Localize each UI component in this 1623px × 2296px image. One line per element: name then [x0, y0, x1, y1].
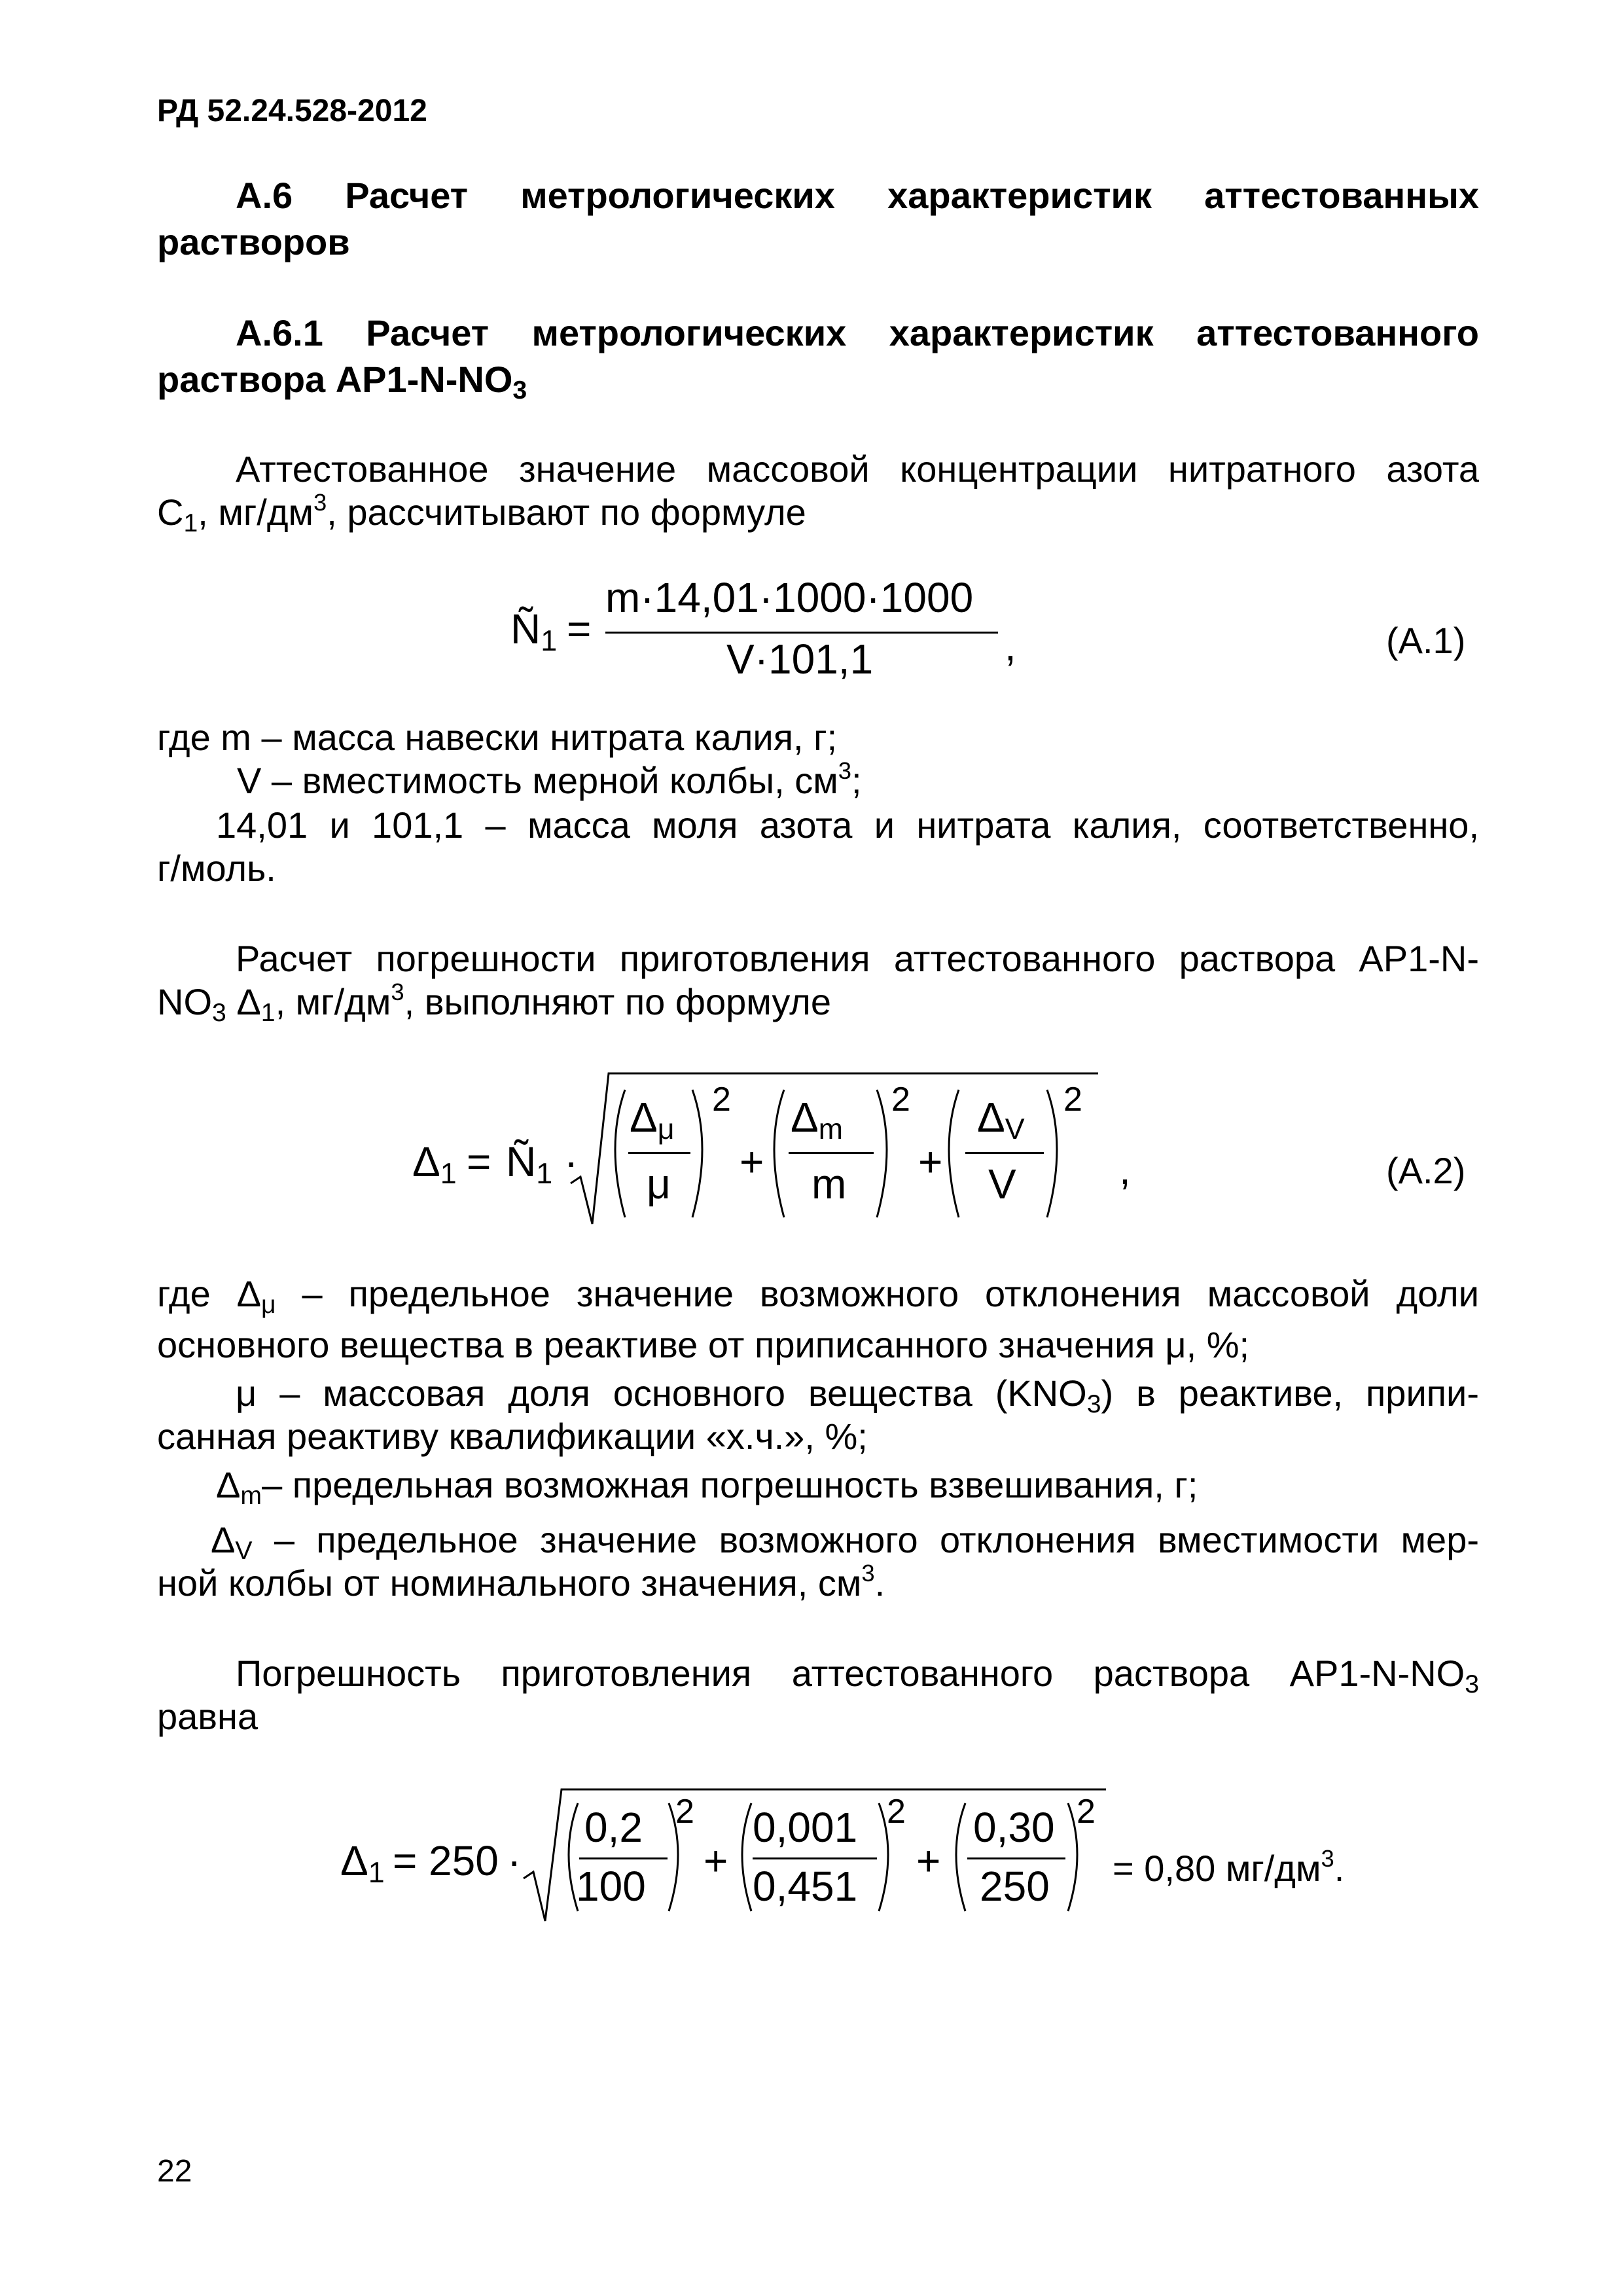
where-delta-mu-line1: где $\Delta_\mu$ – предельное значение возможного отклонения массовой доли	[157, 1273, 1479, 1319]
where-v-line: V – вместимость мерной колбы, $см^3$;	[237, 757, 862, 801]
formula-a1-label: (А.1)	[1386, 620, 1466, 661]
paragraph-intro-line1: Аттестованное значение массовой концентрации нитратного азота	[236, 448, 1479, 490]
formula-result-term1-bar	[579, 1857, 668, 1859]
formula-a2-comma: ,	[1119, 1146, 1131, 1193]
formula-a2-term3-numerator: $\Delta_V$	[977, 1094, 1025, 1146]
where-m-line: где m – масса навески нитрата калия, г;	[157, 717, 838, 758]
formula-result-term1-power: 2	[675, 1793, 694, 1831]
paragraph-intro-line2: $С_1$, $мг/дм^3$, рассчитывают по формуле	[157, 489, 806, 537]
formula-a2-term2-power: 2	[891, 1081, 910, 1119]
where-mole-line1: 14,01 и 101,1 – масса моля азота и нитрата калия, соответственно,	[216, 804, 1479, 846]
formula-a2-term2-numerator: $\Delta_m$	[791, 1094, 844, 1146]
formula-result-term2-power: 2	[887, 1793, 906, 1831]
formula-result-plus2: +	[916, 1837, 941, 1884]
where-mu-line2: санная реактиву квалификации «х.ч.», %;	[157, 1416, 868, 1457]
document-code: РД 52.24.528-2012	[157, 94, 427, 128]
formula-result-plus1: +	[704, 1837, 728, 1884]
formula-a1-comma: ,	[1005, 622, 1016, 670]
formula-a1-numerator: m·14,01·1000·1000	[605, 574, 974, 621]
formula-a1-denominator: V·101,1	[726, 636, 874, 683]
where-delta-v-line2: ной колбы от номинального значения, $см^3$.	[157, 1560, 885, 1604]
formula-result-coefficient: 250	[429, 1837, 499, 1884]
formula-result-term2-denominator: 0,451	[753, 1863, 858, 1910]
formula-result-lhs: $\Delta_1$	[340, 1837, 385, 1890]
formula-a1-lhs: $Ñ_1$	[510, 605, 558, 658]
section-a61-title-line1: А.6.1 Расчет метрологических характеристик аттестованного	[236, 312, 1479, 353]
paragraph-error-calc-line2: $NO_3$ $\Delta_1$, $мг/дм^3$, выполняют по формуле	[157, 978, 831, 1027]
formula-result-term3-numerator: 0,30	[973, 1804, 1055, 1851]
where-mole-line2: г/моль.	[157, 848, 276, 889]
where-delta-v-line1: $\Delta_V$ – предельное значение возможного отклонения вместимости мер-	[211, 1519, 1479, 1565]
formula-result-dot: ·	[507, 1837, 522, 1884]
section-a61-title-line2: раствора $АР1-N-NO_3$	[157, 359, 527, 404]
formula-result-term3-bar	[967, 1857, 1065, 1859]
section-a6-title-line1: А.6 Расчет метрологических характеристик аттестованных	[236, 175, 1479, 216]
formula-result-value: = 0,80 $мг/дм^3$.	[1113, 1845, 1345, 1889]
formula-a2-term3-power: 2	[1063, 1081, 1082, 1119]
where-delta-m: $\Delta_m-$ предельная возможная погрешность взвешивания, г;	[216, 1464, 1198, 1510]
formula-a2-equals: =	[467, 1138, 491, 1185]
formula-result-equals: =	[393, 1837, 418, 1884]
paragraph-error-calc-line1: Расчет погрешности приготовления аттестованного раствора АР1-N-	[236, 938, 1479, 979]
formula-a2-label: (А.2)	[1386, 1150, 1466, 1191]
formula-a2-term3-denominator: V	[988, 1160, 1016, 1208]
formula-result-term1-numerator: 0,2	[584, 1804, 643, 1851]
formula-a1-equals: =	[567, 605, 592, 653]
formula-a2-dot: ·	[564, 1138, 579, 1185]
formula-result-term3-denominator: 250	[980, 1863, 1050, 1910]
page-number: 22	[157, 2154, 192, 2189]
formula-a2-lhs: $\Delta_1$	[412, 1138, 457, 1191]
formula-result-term3-power: 2	[1077, 1793, 1096, 1831]
formula-a2-term1-denominator: μ	[647, 1160, 671, 1208]
formula-a2-plus1: +	[740, 1138, 764, 1185]
formula-result-term2-numerator: 0,001	[753, 1804, 858, 1851]
formula-a2-plus2: +	[918, 1138, 943, 1185]
formula-a2-coefficient: $Ñ_1$	[506, 1138, 553, 1191]
formula-a2-term1-power: 2	[712, 1081, 731, 1119]
paragraph-error-value-line1: Погрешность приготовления аттестованного раствора $АР1-N-NO_3$	[236, 1653, 1479, 1698]
formula-a2-term1-numerator: $\Delta_\mu$	[630, 1094, 675, 1146]
formula-a2-term2-denominator: m	[812, 1160, 847, 1208]
formula-result-term2-bar	[753, 1857, 877, 1859]
paragraph-error-value-line2: равна	[157, 1696, 259, 1737]
formula-result-term1-denominator: 100	[576, 1863, 646, 1910]
where-mu-line1: μ – массовая доля основного вещества $(KNO_3)$ в реактиве, припи-	[236, 1372, 1479, 1418]
where-delta-mu-line2: основного вещества в реактиве от приписанного значения μ, %;	[157, 1324, 1250, 1365]
section-a6-title-line2: растворов	[157, 221, 350, 262]
